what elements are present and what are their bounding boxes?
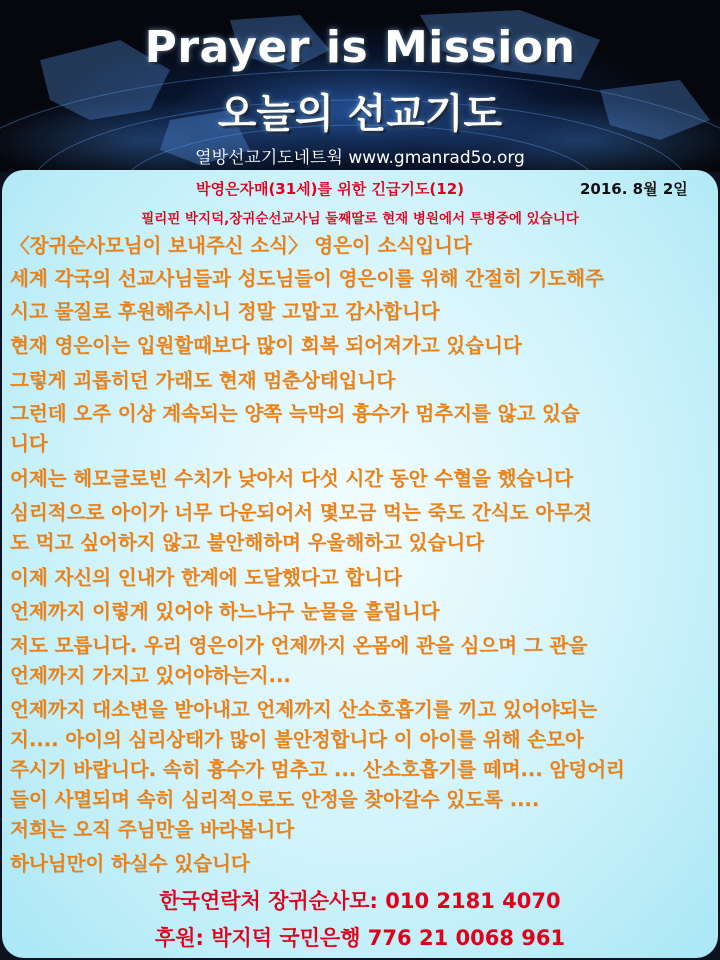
body-line: 어제는 헤모글로빈 수치가 낮아서 다섯 시간 동안 수혈을 했습니다 [10,467,573,490]
body-line: 언제까지 대소변을 받아내고 언제까지 산소호흡기를 끼고 있어야되는 [10,698,598,721]
body-line: 주시기 바랍니다. 속히 흉수가 멈추고 ... 산소호흡기를 떼며... 암덩어리 [10,758,625,781]
body-line: 언제까지 가지고 있어야하는지... [10,664,291,687]
body-line: 저희는 오직 주님만을 바라봅니다 [10,818,295,841]
body-line: 그런데 오주 이상 계속되는 양쪽 늑막의 흉수가 멈추지를 않고 있습 [10,402,580,425]
body-line: 지.... 아이의 심리상태가 많이 불안정합니다 이 아이를 위해 손모아 [10,728,584,751]
body-line: 이제 자신의 인내가 한계에 도달했다고 합니다 [10,566,402,589]
prayer-subtitle: 박영은자매(31세)를 위한 긴급기도(12) [196,180,464,198]
body-line: 들이 사멸되며 속히 심리적으로도 안정을 찾아갈수 있도록 .... [10,788,540,811]
body-line: 그렇게 괴롭히던 가래도 현재 멈춘상태입니다 [10,369,396,392]
body-line: 시고 물질로 후원해주시니 정말 고맙고 감사합니다 [10,300,440,323]
body-line: 심리적으로 아이가 너무 다운되어서 몇모금 먹는 죽도 간식도 아무것 [10,501,592,524]
body-line: 니다 [10,432,48,455]
body-line: 세계 각국의 선교사님들과 성도님들이 영은이를 위해 간절히 기도해주 [10,267,604,290]
body-line: 저도 모릅니다. 우리 영은이가 언제까지 온몸에 관을 심으며 그 관을 [10,634,588,657]
date-label: 2016. 8월 2일 [580,180,688,198]
contact-phone: 한국연락처 장귀순사모: 010 2181 4070 [159,889,561,913]
contact-bank: 후원: 박지덕 국민은행 776 21 0068 961 [154,926,566,950]
body-line: 〈장귀순사모님이 보내주신 소식〉 영은이 소식입니다 [10,234,472,257]
body-line: 도 먹고 싶어하지 않고 불안해하며 우울해하고 있습니다 [10,531,484,554]
header-banner [0,0,720,172]
body-line: 현재 영은이는 입원할때보다 많이 회복 되어져가고 있습니다 [10,334,522,357]
body-line: 언제까지 이렇게 있어야 하느냐구 눈물을 흘립니다 [10,600,440,623]
title-english: Prayer is Mission [144,22,576,73]
body-line: 하나님만이 하실수 있습니다 [10,852,250,875]
title-korean: 오늘의 선교기도 [217,91,503,137]
status-line: 필리핀 박지덕,장귀순선교사님 둘째딸로 현재 병원에서 투병중에 있습니다 [141,211,579,227]
network-website: 열방선교기도네트웍 www.gmanrad5o.org [195,148,525,168]
